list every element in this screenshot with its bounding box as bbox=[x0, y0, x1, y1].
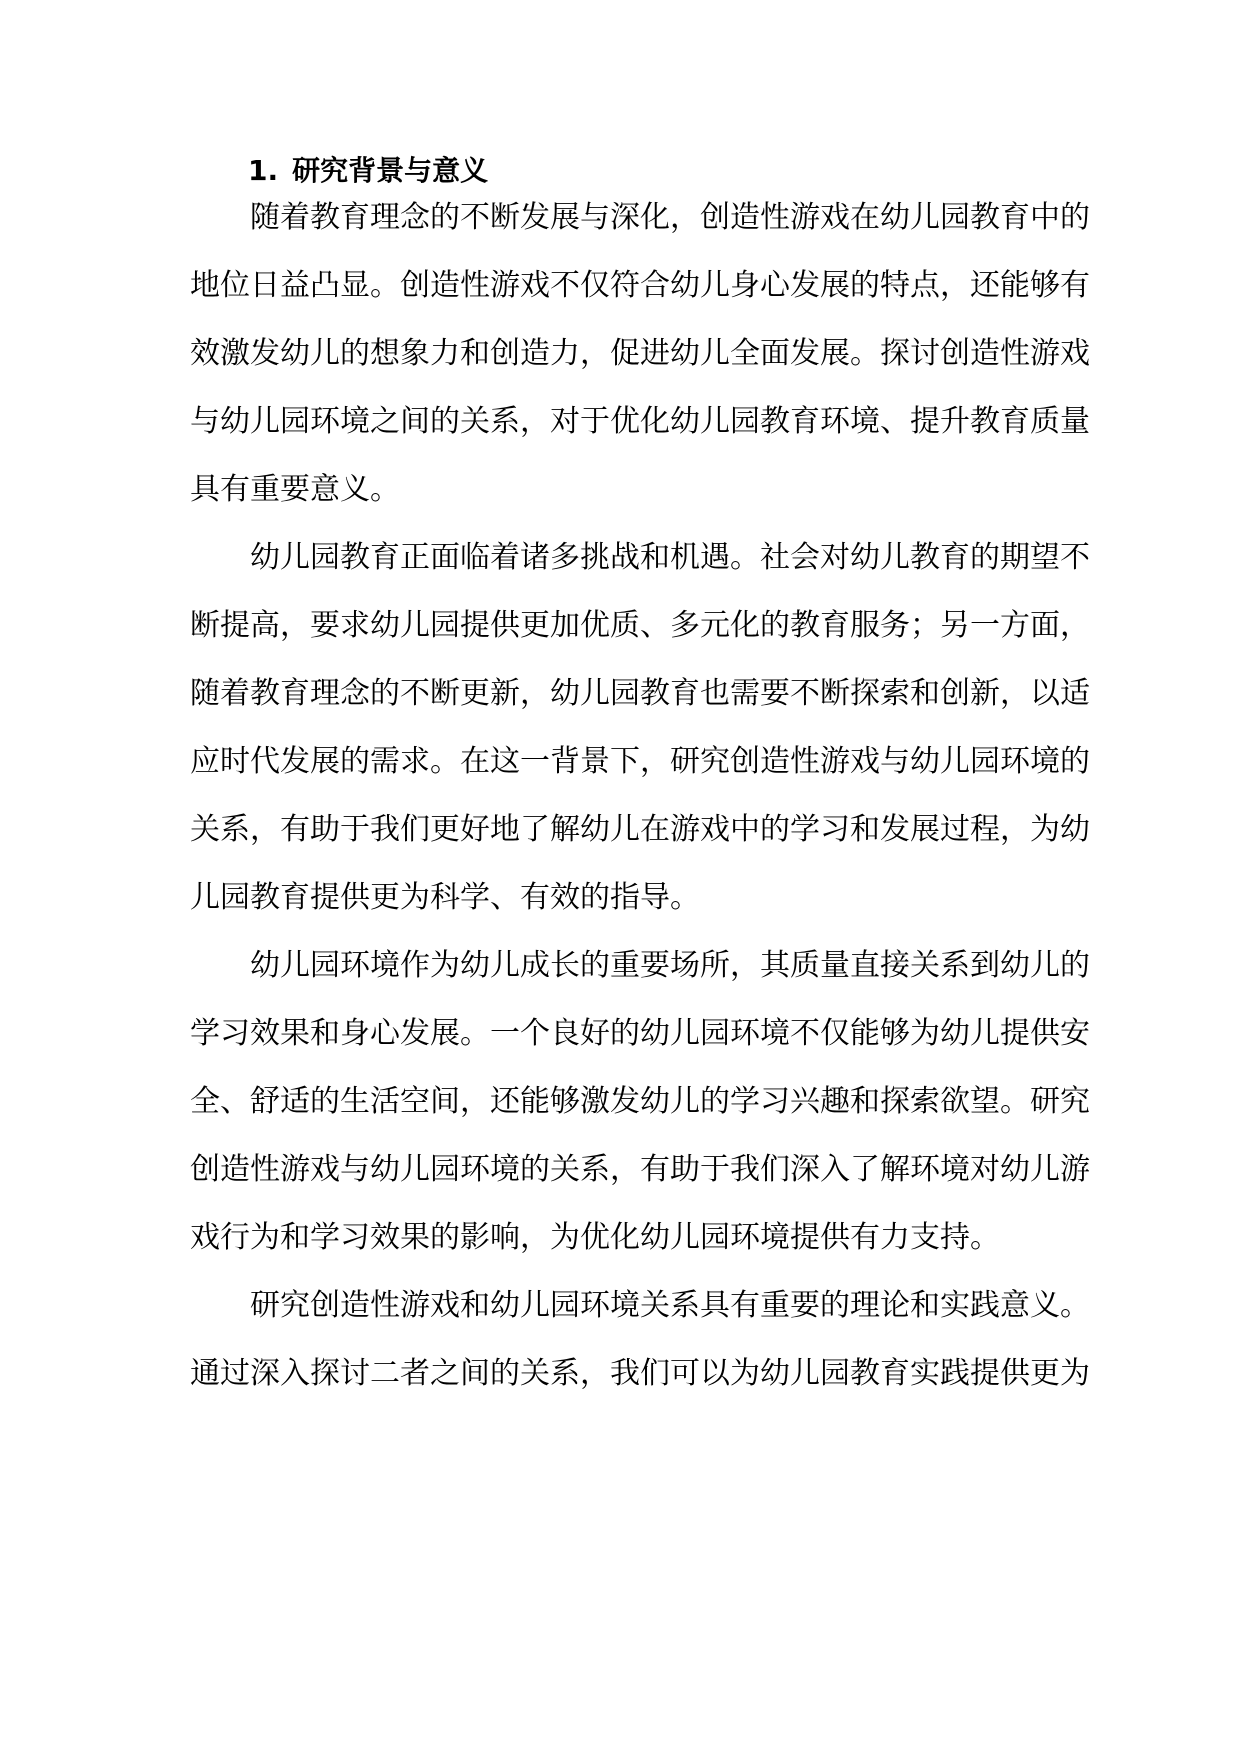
text-line: 效激发幼儿的想象力和创造力，促进幼儿全面发展。探讨创造性游戏 bbox=[190, 336, 1090, 371]
text-line: 地位日益凸显。创造性游戏不仅符合幼儿身心发展的特点，还能够有 bbox=[190, 268, 1090, 303]
section-number: 1. bbox=[248, 154, 279, 187]
text-line: 创造性游戏与幼儿园环境的关系，有助于我们深入了解环境对幼儿游 bbox=[190, 1152, 1090, 1187]
text-line: 随着教育理念的不断发展与深化，创造性游戏在幼儿园教育中的 bbox=[250, 200, 1090, 235]
section-heading bbox=[248, 147, 488, 195]
text-line: 应时代发展的需求。在这一背景下，研究创造性游戏与幼儿园环境的 bbox=[190, 744, 1090, 779]
text-line: 关系，有助于我们更好地了解幼儿在游戏中的学习和发展过程，为幼 bbox=[190, 812, 1090, 847]
section-title: 研究背景与意义 bbox=[292, 154, 489, 187]
text-line: 断提高，要求幼儿园提供更加优质、多元化的教育服务；另一方面， bbox=[190, 608, 1090, 643]
text-line: 戏行为和学习效果的影响，为优化幼儿园环境提供有力支持。 bbox=[190, 1220, 1000, 1255]
text-line: 儿园教育提供更为科学、有效的指导。 bbox=[190, 880, 700, 915]
text-line: 通过深入探讨二者之间的关系，我们可以为幼儿园教育实践提供更为 bbox=[190, 1356, 1090, 1391]
text-line: 学习效果和身心发展。一个良好的幼儿园环境不仅能够为幼儿提供安 bbox=[190, 1016, 1090, 1051]
text-line: 幼儿园教育正面临着诸多挑战和机遇。社会对幼儿教育的期望不 bbox=[250, 540, 1090, 575]
text-line: 随着教育理念的不断更新，幼儿园教育也需要不断探索和创新，以适 bbox=[190, 676, 1090, 711]
text-line: 具有重要意义。 bbox=[190, 472, 400, 507]
text-line: 与幼儿园环境之间的关系，对于优化幼儿园教育环境、提升教育质量 bbox=[190, 404, 1090, 439]
text-line: 研究创造性游戏和幼儿园环境关系具有重要的理论和实践意义。 bbox=[250, 1288, 1090, 1323]
text-line: 幼儿园环境作为幼儿成长的重要场所，其质量直接关系到幼儿的 bbox=[250, 948, 1090, 983]
text-line: 全、舒适的生活空间，还能够激发幼儿的学习兴趣和探索欲望。研究 bbox=[190, 1084, 1090, 1119]
